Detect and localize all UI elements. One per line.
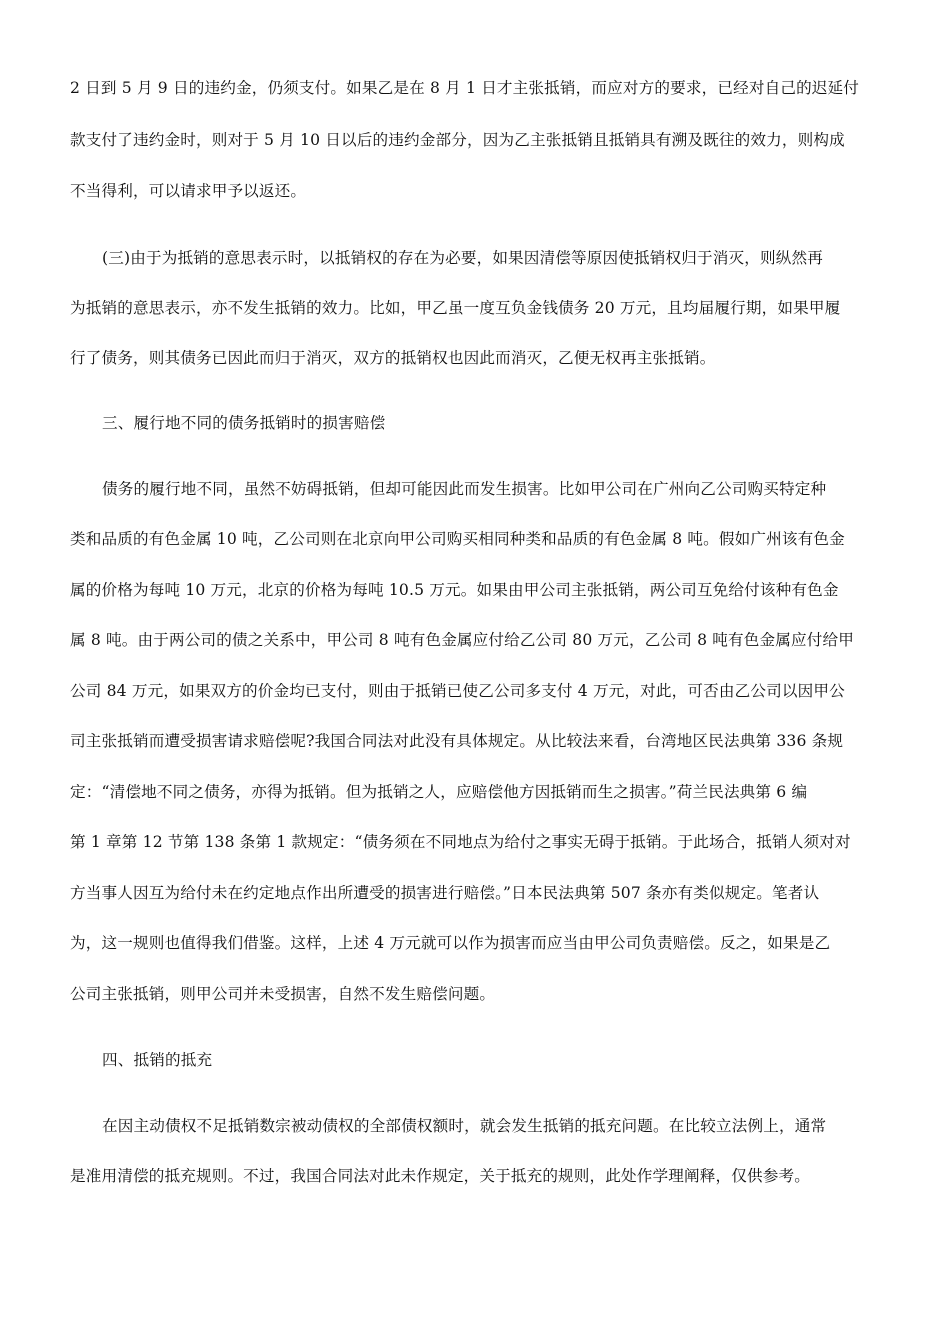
text-line: 类和品质的有色金属 10 吨，乙公司则在北京向甲公司购买相同种类和品质的有色金属 8 吨。假如广州该有色金 <box>70 530 845 548</box>
text-line: 司主张抵销而遭受损害请求赔偿呢?我国合同法对此没有具体规定。从比较法来看，台湾地区民法典第 336 条规 <box>70 732 844 750</box>
text-line: (三)由于为抵销的意思表示时，以抵销权的存在为必要，如果因清偿等原因使抵销权归于消灭，则纵然再 <box>102 249 823 267</box>
text-line: 定：“清偿地不同之债务，亦得为抵销。但为抵销之人，应赔偿他方因抵销而生之损害。”荷兰民法典第 6 编 <box>70 783 808 801</box>
text-line: 是准用清偿的抵充规则。不过，我国合同法对此未作规定，关于抵充的规则，此处作学理阐释，仅供参考。 <box>70 1167 810 1185</box>
text-line: 第 1 章第 12 节第 138 条第 1 款规定：“债务须在不同地点为给付之事实无碍于抵销。于此场合，抵销人须对对 <box>70 833 851 851</box>
text-line: 债务的履行地不同，虽然不妨碍抵销，但却可能因此而发生损害。比如甲公司在广州向乙公司购买特定种 <box>102 480 827 498</box>
text-line: 属的价格为每吨 10 万元，北京的价格为每吨 10.5 万元。如果由甲公司主张抵销，两公司互免给付该种有色金 <box>70 581 839 599</box>
text-line: 款支付了违约金时，则对于 5 月 10 日以后的违约金部分，因为乙主张抵销且抵销具有溯及既往的效力，则构成 <box>70 131 845 149</box>
text-line: 公司 84 万元，如果双方的价金均已支付，则由于抵销已使乙公司多支付 4 万元，对此，可否由乙公司以因甲公 <box>70 682 845 700</box>
text-line: 行了债务，则其债务已因此而归于消灭，双方的抵销权也因此而消灭，乙便无权再主张抵销。 <box>70 349 716 367</box>
text-line: 为，这一规则也值得我们借鉴。这样，上述 4 万元就可以作为损害而应当由甲公司负责赔偿。反之，如果是乙 <box>70 934 831 952</box>
text-line: 2 日到 5 月 9 日的违约金，仍须支付。如果乙是在 8 月 1 日才主张抵销，而应对方的要求，已经对自己的迟延付 <box>70 79 860 97</box>
text-line: 在因主动债权不足抵销数宗被动债权的全部债权额时，就会发生抵销的抵充问题。在比较立法例上，通常 <box>102 1117 827 1135</box>
section-heading-text: 三、履行地不同的债务抵销时的损害赔偿 <box>102 414 386 432</box>
text-line: 为抵销的意思表示，亦不发生抵销的效力。比如，甲乙虽一度互负金钱债务 20 万元，且均届履行期，如果甲履 <box>70 299 841 317</box>
text-line: 方当事人因互为给付未在约定地点作出所遭受的损害进行赔偿。”日本民法典第 507 条亦有类似规定。笔者认 <box>70 884 820 902</box>
text-line: 属 8 吨。由于两公司的债之关系中，甲公司 8 吨有色金属应付给乙公司 80 万元，乙公司 8 吨有色金属应付给甲 <box>70 631 854 649</box>
section-heading-text: 四、抵销的抵充 <box>102 1051 213 1069</box>
text-line: 不当得利，可以请求甲予以返还。 <box>70 182 307 200</box>
text-line: 公司主张抵销，则甲公司并未受损害，自然不发生赔偿问题。 <box>70 985 496 1003</box>
